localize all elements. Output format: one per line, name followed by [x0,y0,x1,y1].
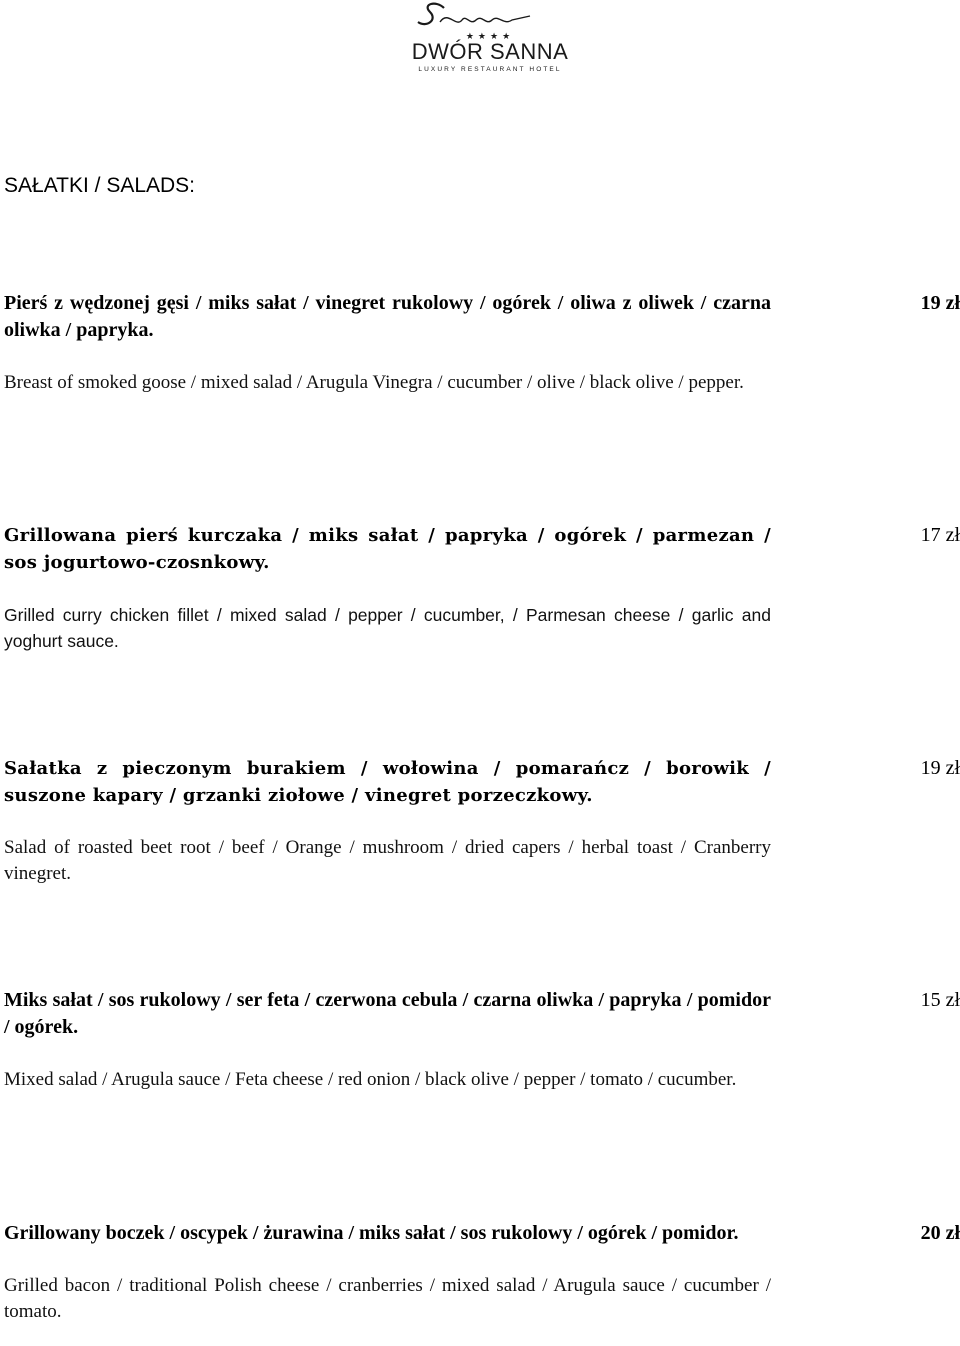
item-price: 20 zł [920,1222,960,1244]
item-name-pl: Grillowana pierś kurczaka / miks sałat / papryka / ogórek / parmezan / sos jogurtowo-czosnkowy. [4,525,771,573]
hotel-stars: ★★★★ [465,31,515,41]
menu-item [4,522,960,654]
brand-tagline: LUXURY RESTAURANT HOTEL [418,66,562,73]
item-price: 15 zł [920,989,960,1011]
item-price: 17 zł [920,524,960,546]
item-name-en: Salad of roasted beet root / beef / Orange / mushroom / dried capers / herbal toast / Cranberry vinegret. [4,837,771,884]
brand-name: DWÓR SANNA [411,39,569,64]
menu-item [4,1220,960,1325]
menu-item [4,755,960,887]
item-price: 19 zł [920,292,960,314]
item-name-en: Mixed salad / Arugula sauce / Feta cheese / red onion / black olive / pepper / tomato / cucumber. [4,1069,737,1090]
logo [400,0,580,80]
item-name-en: Grilled bacon / traditional Polish cheese / cranberries / mixed salad / Arugula sauce / cucumber / tomato. [4,1275,771,1322]
item-name-en: Grilled curry chicken fillet / mixed salad / pepper / cucumber, / Parmesan cheese / garlic and yoghurt sauce. [4,605,771,651]
item-price: 19 zł [920,757,960,779]
item-name-pl: Miks sałat / sos rukolowy / ser feta / czerwona cebula / czarna oliwka / papryka / pomidor / ogórek. [4,989,771,1038]
item-name-pl: Grillowany boczek / oscypek / żurawina / miks sałat / sos rukolowy / ogórek / pomidor. [4,1222,739,1244]
item-name-en: Breast of smoked goose / mixed salad / Arugula Vinegra / cucumber / olive / black olive / pepper. [4,372,744,393]
item-name-pl: Pierś z wędzonej gęsi / miks sałat / vinegret rukolowy / ogórek / oliwa z oliwek / czarna oliwka / papryka. [4,292,771,341]
menu-item [4,290,960,396]
menu-item [4,987,960,1093]
signature-logo-icon [400,0,580,34]
section-title: SAŁATKI / SALADS: [4,174,196,197]
item-name-pl: Sałatka z pieczonym burakiem / wołowina / pomarańcz / borowik / suszone kapary / grzanki ziołowe / vinegret porzeczkowy. [4,758,771,806]
